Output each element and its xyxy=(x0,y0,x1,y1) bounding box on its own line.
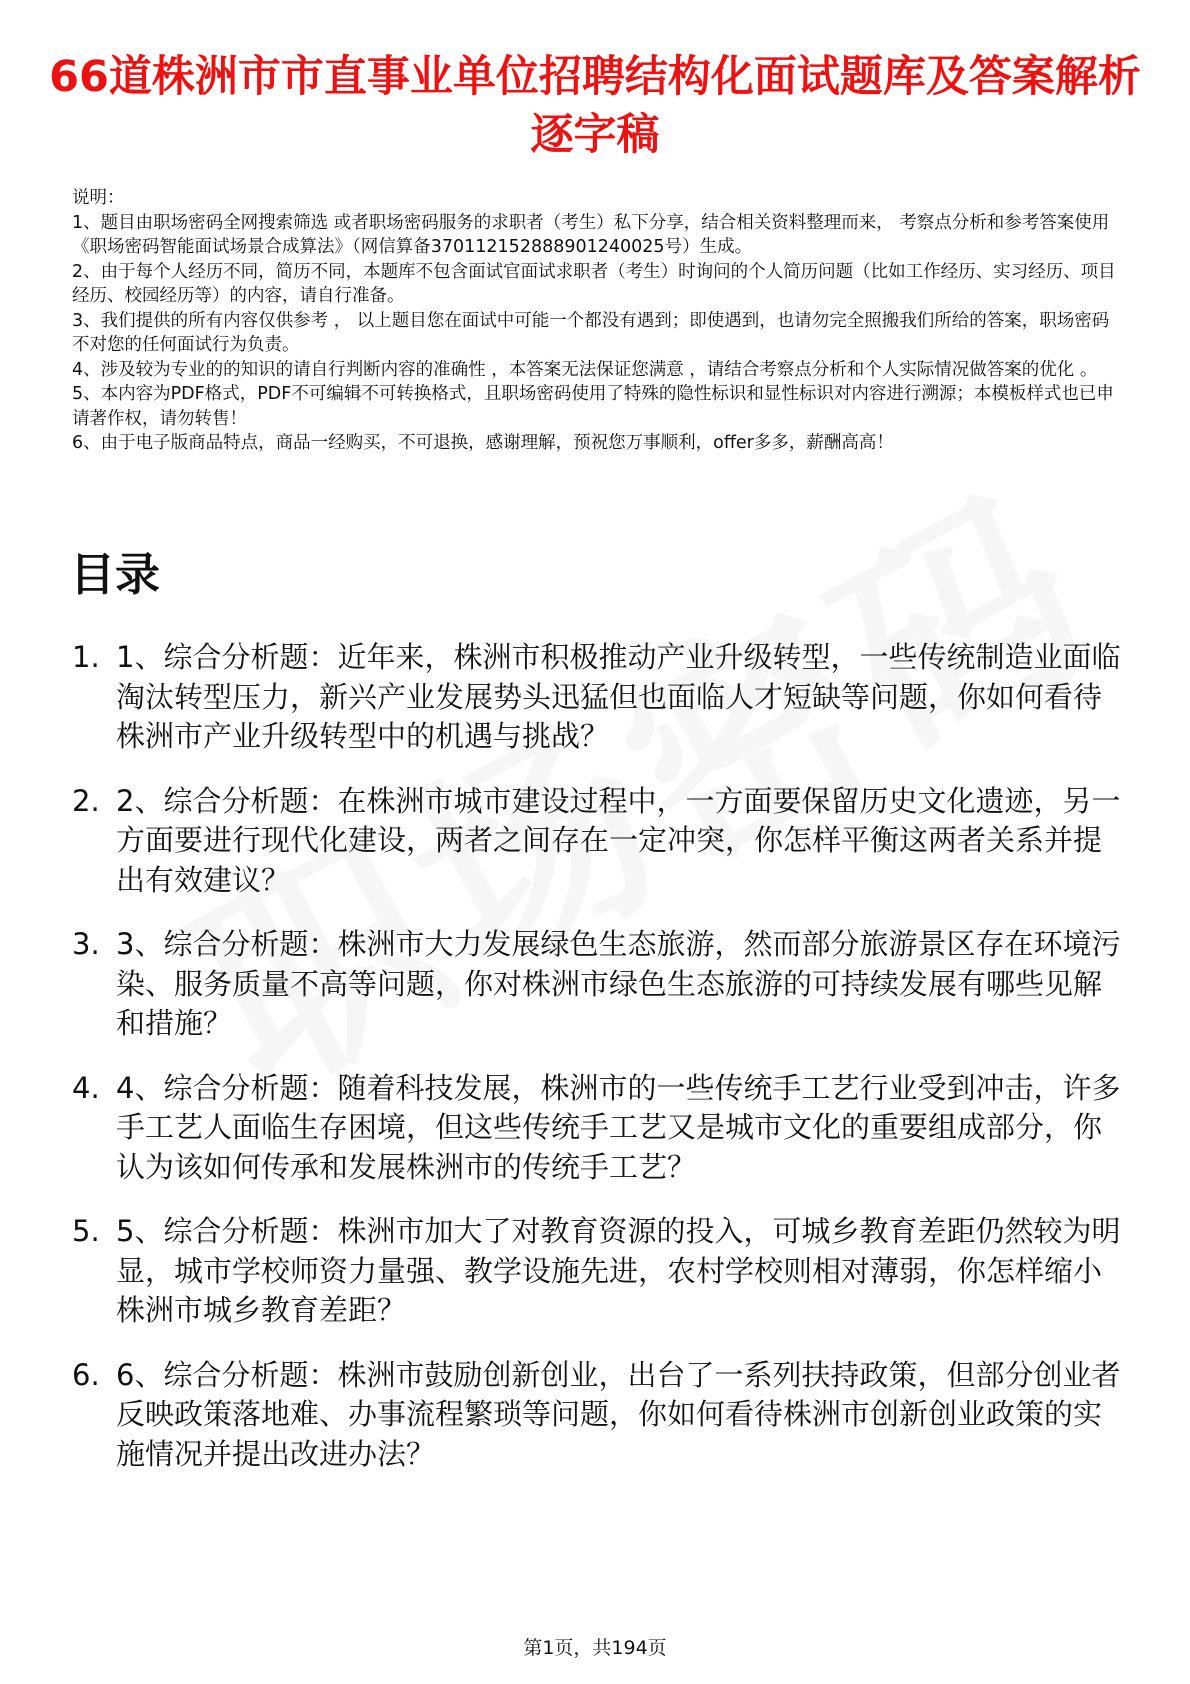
page-number: 第1页，共194页 xyxy=(523,1637,667,1659)
notes-label: 说明： xyxy=(72,188,125,208)
note-item-4: 4、涉及较为专业的的知识的请自行判断内容的准确性 ，本答案无法保证您满意 ，请结合考察点分析和个人实际情况做答案的优化 。 xyxy=(72,359,1098,380)
toc-item-number: 3. xyxy=(72,927,100,961)
note-item-1: 1、题目由职场密码全网搜索筛选 或者职场密码服务的求职者（考生）私下分享，结合相关资料整理而来， 考察点分析和参考答案使用《职场密码智能面试场景合成算法》（网信算备370112152888901240025号）生成。 xyxy=(72,212,1110,257)
notes-section xyxy=(72,186,1124,456)
toc-item-number: 2. xyxy=(72,783,100,818)
toc-heading: 目录 xyxy=(70,548,161,601)
toc-item[interactable] xyxy=(72,925,1122,1044)
toc-list xyxy=(72,638,1122,1499)
toc-item[interactable] xyxy=(72,782,1122,901)
toc-item-text[interactable]: 6、综合分析题：株洲市鼓励创新创业，出台了一系列扶持政策，但部分创业者反映政策落地难、办事流程繁琐等问题，你如何看待株洲市创新创业政策的实施情况并提出改进办法？ xyxy=(116,1357,1121,1471)
toc-item-text[interactable]: 5、综合分析题：株洲市加大了对教育资源的投入，可城乡教育差距仍然较为明显，城市学校师资力量强、教学设施先进，农村学校则相对薄弱，你怎样缩小株洲市城乡教育差距？ xyxy=(116,1214,1121,1327)
note-item-2: 2、由于每个人经历不同，简历不同，本题库不包含面试官面试求职者（考生）时询问的个人简历问题（比如工作经历、实习经历、项目经历、校园经历等）的内容，请自行准备。 xyxy=(72,261,1116,306)
toc-item-number: 6. xyxy=(72,1357,100,1392)
toc-item-number: 5. xyxy=(72,1214,100,1248)
toc-item[interactable] xyxy=(72,1212,1122,1331)
note-item-5: 5、本内容为PDF格式，PDF不可编辑不可转换格式，且职场密码使用了特殊的隐性标识和显性标识对内容进行溯源；本模板样式也已申请著作权，请勿转售！ xyxy=(72,384,1114,429)
toc-item-text[interactable]: 4、综合分析题：随着科技发展，株洲市的一些传统手工艺行业受到冲击，许多手工艺人面临生存困境，但这些传统手工艺又是城市文化的重要组成部分，你认为该如何传承和发展株洲市的传统手工艺？ xyxy=(116,1070,1121,1184)
note-item-6: 6、由于电子版商品特点，商品一经购买，不可退换，感谢理解，预祝您万事顺利，offer多多，薪酬高高！ xyxy=(72,433,894,453)
toc-item-number: 4. xyxy=(72,1070,100,1105)
toc-item[interactable] xyxy=(72,1069,1122,1188)
toc-item-text[interactable]: 3、综合分析题：株洲市大力发展绿色生态旅游，然而部分旅游景区存在环境污染、服务质量不高等问题，你对株洲市绿色生态旅游的可持续发展有哪些见解和措施？ xyxy=(116,927,1121,1040)
toc-item-text[interactable]: 2、综合分析题：在株洲市城市建设过程中，一方面要保留历史文化遗迹，另一方面要进行现代化建设，两者之间存在一定冲突，你怎样平衡这两者关系并提出有效建议？ xyxy=(116,783,1121,897)
toc-item-text[interactable]: 1、综合分析题：近年来，株洲市积极推动产业升级转型，一些传统制造业面临淘汰转型压力，新兴产业发展势头迅猛但也面临人才短缺等问题，你如何看待株洲市产业升级转型中的机遇与挑战？ xyxy=(116,640,1121,753)
toc-item-number: 1. xyxy=(72,640,100,674)
document-title: 66道株洲市市直事业单位招聘结构化面试题库及答案解析逐字稿 xyxy=(49,52,1141,160)
toc-item[interactable] xyxy=(72,638,1122,757)
note-item-3: 3、我们提供的所有内容仅供参考 ， 以上题目您在面试中可能一个都没有遇到；即使遇到，也请勿完全照搬我们所给的答案，职场密码不对您的任何面试行为负责。 xyxy=(72,310,1110,355)
toc-item[interactable] xyxy=(72,1356,1122,1475)
